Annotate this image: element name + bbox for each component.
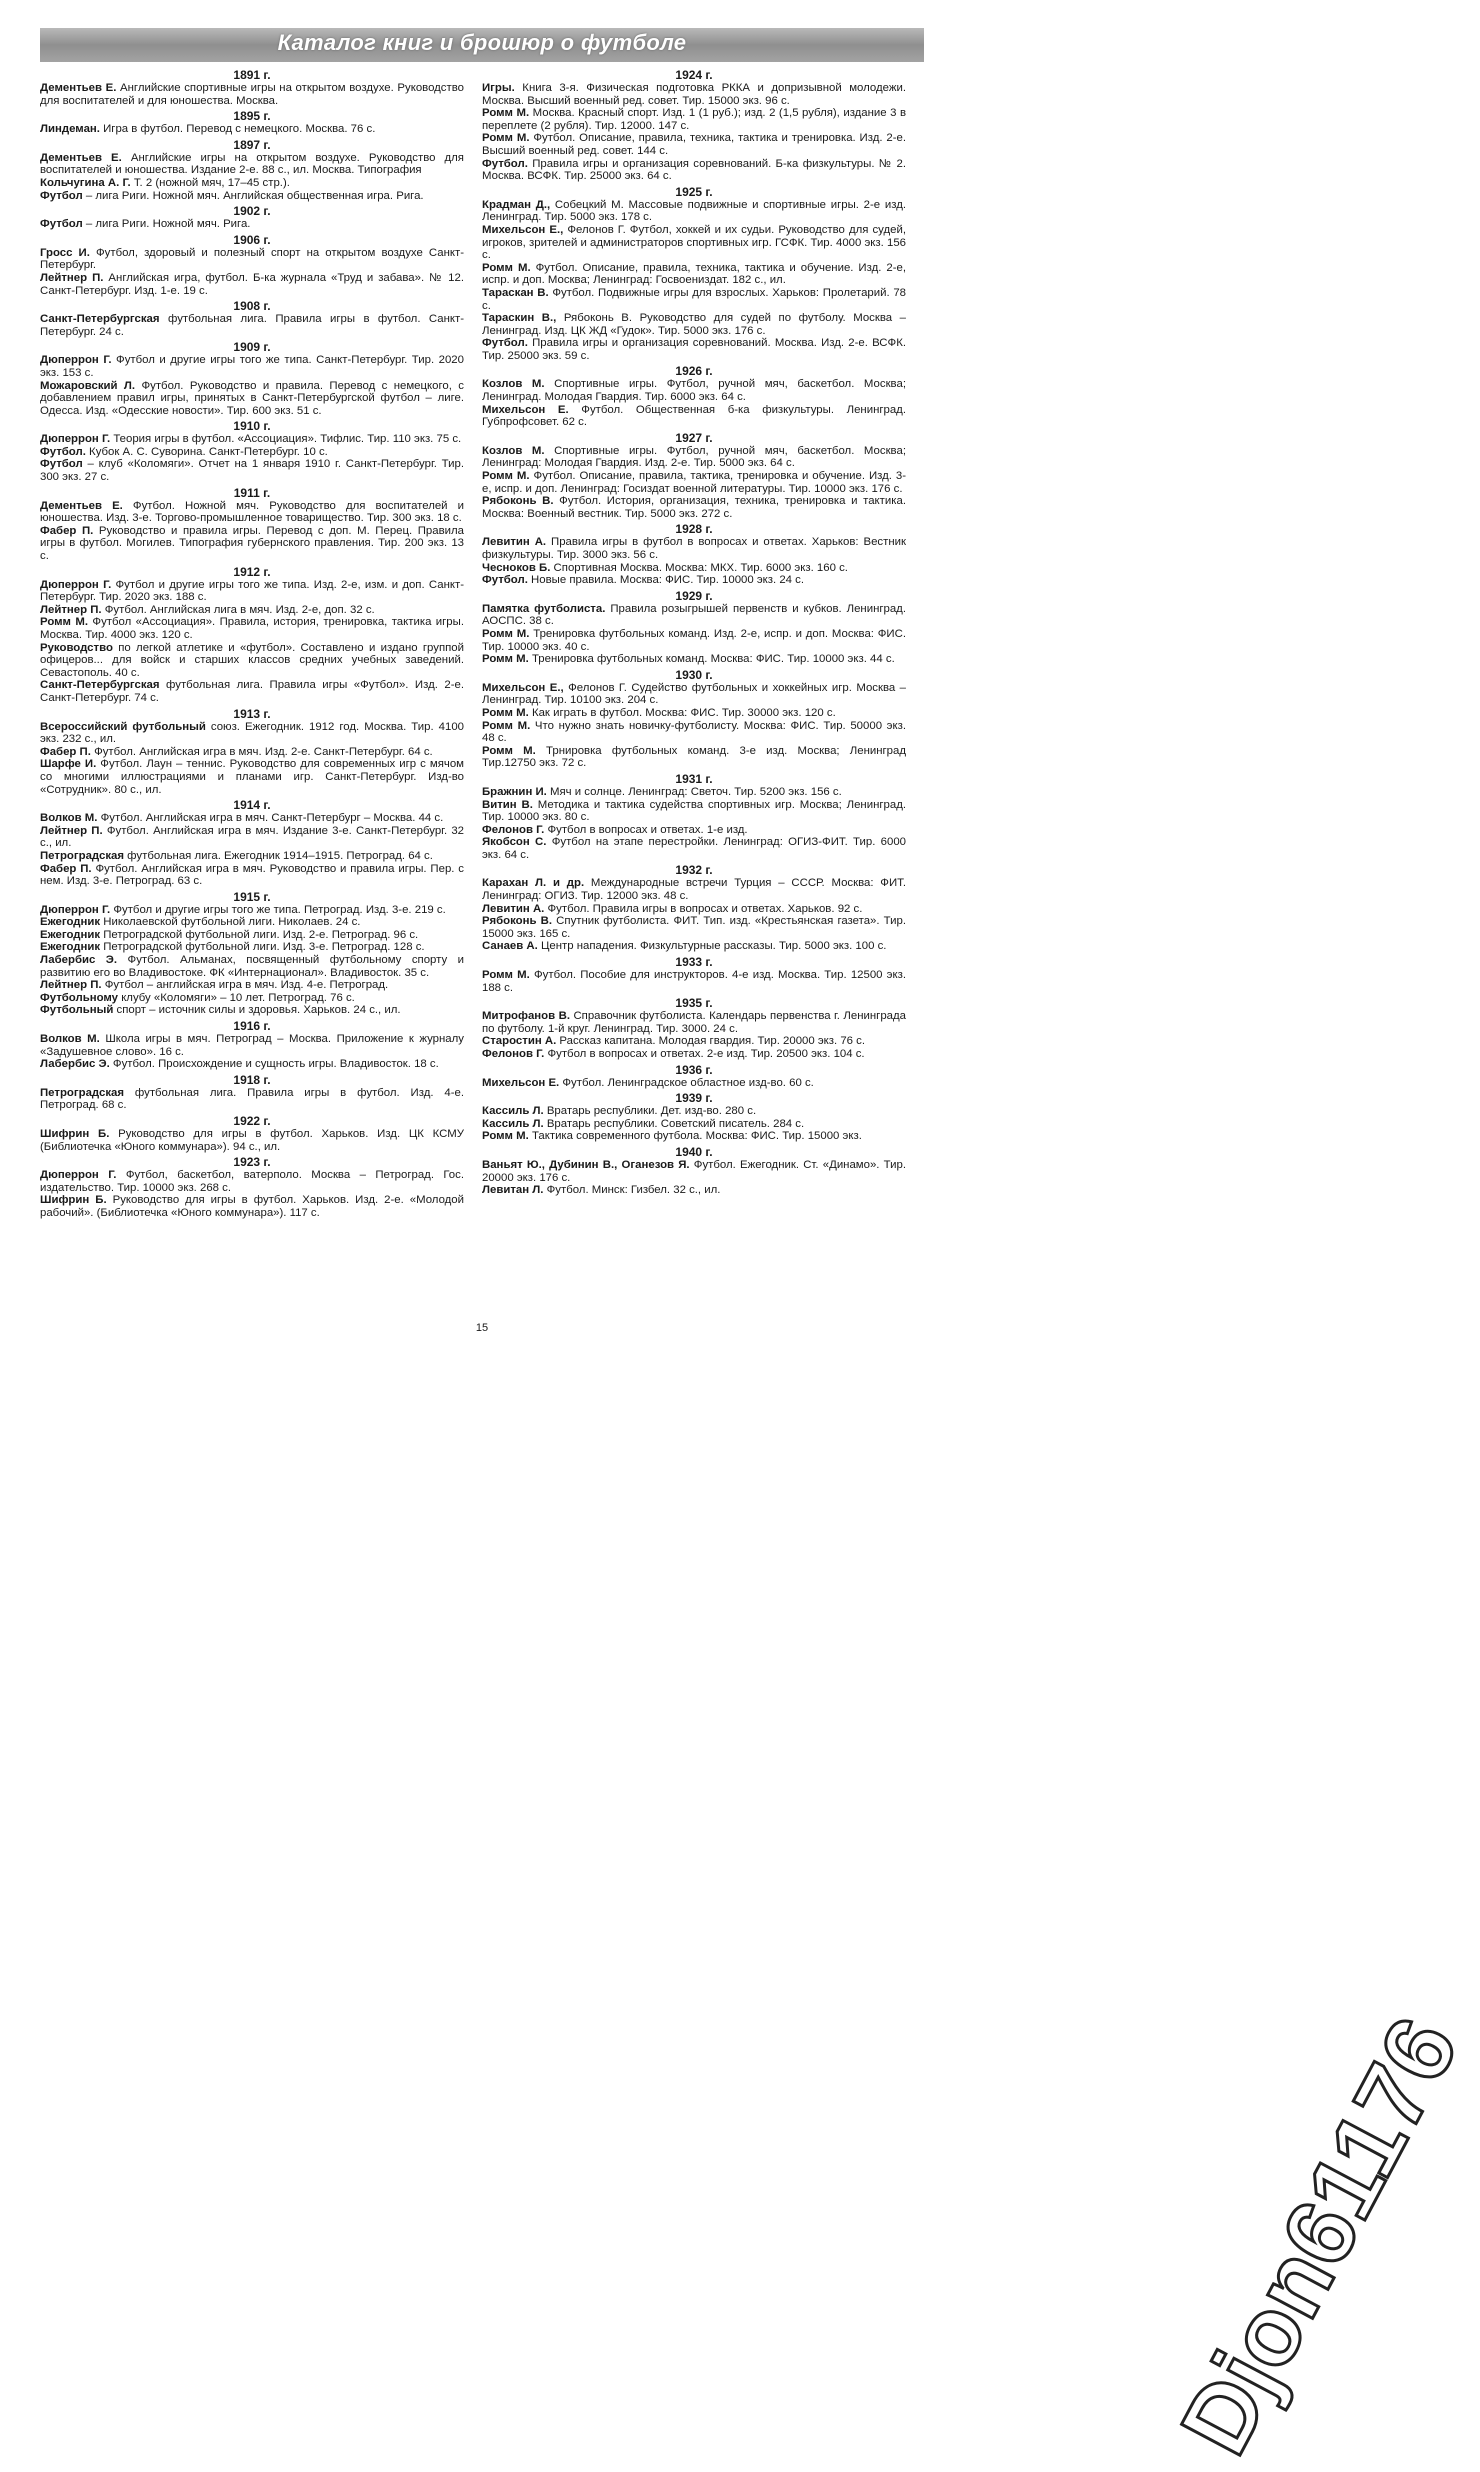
entry-text: Новые правила. Москва: ФИС. Тир. 10000 экз. 24 с. bbox=[527, 574, 805, 587]
catalog-entry bbox=[482, 495, 906, 520]
entry-text: Руководство для игры в футбол. Харьков. Изд. 2-е. «Молодой рабочий». (Библиотечка «Юного коммунара»). 117 с. bbox=[40, 1194, 464, 1219]
catalog-entry bbox=[482, 1077, 906, 1090]
catalog-entry bbox=[40, 863, 464, 888]
catalog-entry bbox=[482, 1048, 906, 1061]
entry-text: Руководство и правила игры. Перевод с доп. М. Перец. Правила игры в футбол. Могилев. Типография губернского правления. Тир. 200 экз. 13 с. bbox=[40, 524, 464, 563]
entry-text: Вратарь республики. Советский писатель. 284 с. bbox=[543, 1117, 805, 1130]
year-heading: 1940 г. bbox=[675, 1144, 713, 1159]
entry-author: Фабер П. bbox=[40, 745, 91, 758]
catalog-entry bbox=[482, 915, 906, 940]
catalog-entry bbox=[40, 721, 464, 746]
catalog-entry bbox=[482, 337, 906, 362]
year-heading: 1923 г. bbox=[233, 1155, 271, 1170]
entry-text: Правила игры и организация соревнований. Москва. Изд. 2-е. ВСФК. Тир. 25000 экз. 59 с. bbox=[482, 337, 906, 362]
year-heading: 1913 г. bbox=[233, 706, 271, 721]
catalog-entry bbox=[40, 1058, 464, 1071]
entry-author: Ромм М. bbox=[482, 1130, 529, 1143]
entry-author: Ромм М. bbox=[40, 616, 89, 629]
entry-author: Фабер П. bbox=[40, 524, 94, 537]
entry-text: Петроградской футбольной лиги. Изд. 2-е. Петроград. 96 с. bbox=[100, 928, 419, 941]
entry-author: Санаев А. bbox=[482, 940, 538, 953]
entry-text: Рассказ капитана. Молодая гвардия. Тир. 20000 экз. 76 с. bbox=[556, 1035, 866, 1048]
entry-text: Футбол. Минск: Гизбел. 32 с., ил. bbox=[543, 1184, 721, 1197]
entry-author: Ваньят Ю., Дубинин В., Оганезов Я. bbox=[482, 1158, 690, 1171]
catalog-entry bbox=[482, 287, 906, 312]
entry-author: Кассиль Л. bbox=[482, 1117, 544, 1130]
entry-text: Футбол. Английская игра в мяч. Руководство и правила игры. Пер. с нем. Изд. 3-е. Петроград. 63 с. bbox=[40, 862, 464, 888]
entry-author: Футбольный bbox=[40, 1004, 114, 1017]
entry-text: Книга 3-я. Физическая подготовка РККА и допризывной молодежи. Москва. Высший военный ред. совет. Тир. 15000 экз. 96 с. bbox=[482, 82, 906, 107]
catalog-entry bbox=[40, 313, 464, 338]
entry-text: Футбол. Описание, правила, тактика, тренировка и обучение. Изд. 3-е, испр. и доп. Ленинград: Госиздат военной литературы. Тир. 10000 экз. 176 с. bbox=[482, 470, 907, 495]
catalog-entry bbox=[482, 378, 906, 403]
catalog-entry bbox=[482, 824, 906, 837]
year-heading: 1931 г. bbox=[675, 771, 713, 786]
entry-text: Футбол. Английская игра в мяч. Издание 3-е. Санкт-Петербург. 32 с., ил. bbox=[40, 824, 464, 850]
catalog-entry bbox=[40, 1169, 464, 1194]
catalog-entry bbox=[40, 746, 464, 759]
catalog-entry bbox=[40, 1087, 464, 1112]
catalog-entry bbox=[40, 446, 464, 459]
entry-author: Ромм М. bbox=[482, 627, 530, 640]
catalog-entry bbox=[482, 562, 906, 575]
entry-text: Футбол. Пособие для инструкторов. 4-е изд. Москва. Тир. 12500 экз. 188 с. bbox=[482, 969, 906, 994]
catalog-entry bbox=[40, 992, 464, 1005]
entry-text: Руководство для игры в футбол. Харьков. Изд. ЦК КСМУ (Библиотечка «Юного коммунара»). 94 с., ил. bbox=[40, 1128, 464, 1153]
entry-text: Теория игры в футбол. «Ассоциация». Тифлис. Тир. 110 экз. 75 с. bbox=[110, 433, 462, 446]
year-heading: 1930 г. bbox=[675, 667, 713, 682]
catalog-entry bbox=[482, 969, 906, 994]
catalog-entry bbox=[40, 1033, 464, 1058]
entry-author: Волков М. bbox=[40, 812, 98, 825]
year-heading: 1916 г. bbox=[233, 1019, 271, 1034]
catalog-entry bbox=[40, 758, 464, 796]
entry-text: Школа игры в мяч. Петроград – Москва. Приложение к журналу «Задушевное слово». 16 с. bbox=[40, 1033, 464, 1058]
entry-text: Футбол и другие игры того же типа. Изд. 2-е, изм. и доп. Санкт-Петербург. Тир. 2020 экз. 188 с. bbox=[40, 578, 464, 604]
entry-author: Всероссийский футбольный bbox=[40, 720, 206, 733]
entry-author: Дюперрон Г. bbox=[40, 433, 111, 446]
entry-author: Якобсон С. bbox=[482, 836, 547, 849]
catalog-entry bbox=[40, 941, 464, 954]
entry-author: Гросс И. bbox=[40, 246, 90, 259]
entry-text: Методика и тактика судейства спортивных игр. Москва; Ленинград. Тир. 10000 экз. 80 с. bbox=[482, 798, 907, 824]
entry-text: Футбол. Общественная б-ка физкультуры. Ленинград. Губпрофсовет. 62 с. bbox=[482, 403, 906, 429]
entry-text: Футбол – английская игра в мяч. Изд. 4-е. Петроград. bbox=[101, 979, 389, 992]
year-heading: 1925 г. bbox=[675, 184, 713, 199]
year-heading: 1939 г. bbox=[675, 1091, 713, 1106]
entry-author: Футбольному bbox=[40, 991, 119, 1004]
entry-text: Правила игры и организация соревнований. Б-ка физкультуры. № 2. Москва. ВСФК. Тир. 25000 экз. 64 с. bbox=[482, 157, 906, 183]
entry-author: Шарфе И. bbox=[40, 758, 97, 771]
entry-author: Тараскан В. bbox=[482, 286, 549, 299]
entry-text: Тренировка футбольных команд. Москва: ФИС. Тир. 10000 экз. 44 с. bbox=[528, 653, 895, 666]
entry-author: Игры. bbox=[482, 82, 515, 94]
entry-text: Центр нападения. Физкультурные рассказы. Тир. 5000 экз. 100 с. bbox=[537, 940, 887, 953]
entry-author: Волков М. bbox=[40, 1033, 100, 1046]
entry-text: Футбол. Происхождение и сущность игры. Владивосток. 18 с. bbox=[109, 1058, 439, 1071]
entry-author: Ромм М. bbox=[482, 653, 529, 666]
catalog-entry bbox=[482, 903, 906, 916]
entry-author: Крадман Д., bbox=[482, 198, 551, 211]
catalog-entry bbox=[482, 107, 906, 132]
catalog-entry bbox=[482, 158, 906, 183]
entry-author: Руководство bbox=[40, 641, 113, 654]
year-heading: 1908 г. bbox=[233, 299, 271, 314]
entry-author: Петроградская bbox=[40, 1086, 125, 1099]
entry-author: Санкт-Петербургская bbox=[40, 679, 160, 692]
entry-author: Ромм М. bbox=[482, 719, 531, 732]
catalog-entry bbox=[482, 262, 906, 287]
catalog-entry bbox=[40, 177, 464, 190]
entry-author: Лейтнер П. bbox=[40, 979, 102, 992]
catalog-entry bbox=[40, 825, 464, 850]
entry-author: Кольчугина А. Г. bbox=[40, 176, 131, 189]
entry-author: Лейтнер П. bbox=[40, 824, 103, 837]
entry-author: Левитан Л. bbox=[482, 1184, 544, 1197]
entry-text: футбольная лига. Правила игры в футбол. Санкт-Петербург. 24 с. bbox=[40, 313, 464, 338]
entry-text: футбольная лига. Ежегодник 1914–1915. Петроград. 64 с. bbox=[124, 849, 433, 862]
catalog-entry bbox=[482, 82, 906, 107]
year-heading: 1912 г. bbox=[233, 564, 271, 579]
year-heading: 1910 г. bbox=[233, 419, 271, 434]
entry-text: Мяч и солнце. Ленинград: Светоч. Тир. 5200 экз. 156 с. bbox=[546, 785, 842, 798]
catalog-entry bbox=[40, 850, 464, 863]
entry-text: Футбол. Правила игры в вопросах и ответах. Харьков. 92 с. bbox=[544, 902, 863, 915]
year-heading: 1911 г. bbox=[233, 485, 271, 500]
year-heading: 1936 г. bbox=[675, 1062, 713, 1077]
entry-author: Дюперрон Г. bbox=[40, 354, 112, 367]
catalog-entry bbox=[40, 1004, 464, 1017]
year-heading: 1897 г. bbox=[233, 137, 271, 152]
entry-text: Спортивная Москва. Москва: МКХ. Тир. 6000 экз. 160 с. bbox=[550, 561, 848, 574]
entry-author: Футбол bbox=[40, 189, 83, 202]
catalog-entry bbox=[482, 574, 906, 587]
catalog-entry bbox=[40, 190, 464, 203]
catalog-entry bbox=[40, 916, 464, 929]
entry-text: Международные встречи Турция – СССР. Москва: ФИТ. Ленинград: ОГИЗ. Тир. 12000 экз. 48 с. bbox=[482, 877, 906, 903]
entry-text: Футбол в вопросах и ответах. 2-е изд. Тир. 20500 экз. 104 с. bbox=[544, 1048, 865, 1060]
entry-author: Ежегодник bbox=[40, 928, 101, 941]
catalog-entry bbox=[482, 786, 906, 799]
year-heading: 1927 г. bbox=[675, 430, 713, 445]
year-heading: 1902 г. bbox=[233, 204, 271, 219]
catalog-entry bbox=[40, 904, 464, 917]
entry-text: Футбол. Подвижные игры для взрослых. Харьков: Пролетарий. 78 с. bbox=[482, 286, 907, 312]
catalog-entry bbox=[40, 1194, 464, 1219]
entry-text: Москва. Красный спорт. Изд. 1 (1 руб.); изд. 2 (1,5 рубля), издание 3 в переплете (2 рубля). Тир. 12000. 147 с. bbox=[482, 107, 906, 132]
catalog-entry bbox=[40, 458, 464, 483]
entry-author: Фабер П. bbox=[40, 862, 92, 875]
catalog-entry bbox=[40, 433, 464, 446]
entry-text: Футбол. Описание, правила, техника, тактика и тренировка. Изд. 2-е. Высший военный ред. совет. 144 с. bbox=[482, 132, 906, 157]
catalog-entry bbox=[482, 682, 906, 707]
entry-author: Дюперрон Г. bbox=[40, 903, 111, 916]
entry-author: Шифрин Б. bbox=[40, 1194, 107, 1207]
catalog-entry bbox=[40, 82, 464, 107]
year-heading: 1932 г. bbox=[675, 863, 713, 878]
page-number: 15 bbox=[475, 1322, 489, 1334]
entry-author: Козлов М. bbox=[482, 378, 545, 391]
header-band bbox=[40, 28, 924, 62]
entry-author: Ромм М. bbox=[482, 706, 529, 719]
entry-author: Дементьев Е. bbox=[40, 151, 122, 164]
entry-author: Можаровский Л. bbox=[40, 379, 136, 392]
entry-author: Дюперрон Г. bbox=[40, 1169, 117, 1182]
entry-text: по легкой атлетике и «футбол». Составлено и издано группой офицеров... для войск и старших классов средних учебных заведений. Севастополь. 40 с. bbox=[40, 641, 464, 679]
catalog-entry bbox=[40, 604, 464, 617]
entry-text: Футбол и другие игры того же типа. Санкт-Петербург. Тир. 2020 экз. 153 с. bbox=[40, 354, 464, 379]
entry-author: Фелонов Г. bbox=[482, 1048, 545, 1060]
catalog-entry bbox=[482, 1118, 906, 1131]
year-heading: 1929 г. bbox=[675, 588, 713, 603]
entry-text: Английские спортивные игры на открытом воздухе. Руководство для воспитателей и для юношества. Москва. bbox=[40, 82, 464, 107]
catalog-entry bbox=[482, 799, 906, 824]
year-heading: 1922 г. bbox=[233, 1114, 271, 1128]
entry-text: Петроградской футбольной лиги. Изд. 3-е. Петроград. 128 с. bbox=[100, 941, 425, 954]
entry-text: Футбол в вопросах и ответах. 1-е изд. bbox=[544, 823, 748, 836]
catalog-entry bbox=[40, 954, 464, 979]
catalog-entry bbox=[40, 152, 464, 177]
entry-author: Футбол bbox=[40, 458, 83, 471]
year-heading: 1935 г. bbox=[675, 996, 713, 1011]
catalog-entry bbox=[482, 445, 906, 470]
catalog-entry bbox=[482, 836, 906, 861]
entry-text: Что нужно знать новичку-футболисту. Москва: ФИС. Тир. 50000 экз. 48 с. bbox=[482, 719, 906, 745]
year-heading: 1906 г. bbox=[233, 232, 271, 247]
entry-text: Игра в футбол. Перевод с немецкого. Москва. 76 с. bbox=[99, 123, 376, 136]
entry-text: Кубок А. С. Суворина. Санкт-Петербург. 10 с. bbox=[85, 445, 328, 458]
catalog-entry bbox=[40, 812, 464, 825]
entry-author: Чесноков Б. bbox=[482, 561, 551, 574]
entry-author: Шифрин Б. bbox=[40, 1128, 110, 1140]
entry-author: Митрофанов В. bbox=[482, 1010, 570, 1023]
entry-author: Левитин А. bbox=[482, 902, 545, 915]
catalog-entry bbox=[482, 536, 906, 561]
catalog-entry bbox=[482, 603, 906, 628]
catalog-entry bbox=[40, 500, 464, 525]
entry-author: Футбол. bbox=[482, 157, 528, 170]
watermark: Djon61176 bbox=[1160, 2001, 1479, 2471]
entry-text: Рябоконь В. Руководство для судей по футболу. Москва – Ленинград. Изд. ЦК ЖД «Гудок». Тир. 5000 экз. 176 с. bbox=[482, 312, 906, 337]
entry-author: Тараскин В., bbox=[482, 312, 557, 325]
entry-author: Ромм М. bbox=[482, 744, 536, 757]
year-heading: 1933 г. bbox=[675, 955, 713, 970]
catalog-entry bbox=[40, 979, 464, 992]
entry-author: Футбол bbox=[40, 218, 83, 231]
year-heading: 1909 г. bbox=[233, 340, 271, 355]
page-title: Каталог книг и брошюр о футболе bbox=[277, 30, 687, 55]
catalog-entry bbox=[482, 404, 906, 429]
entry-text: Футбол. Руководство и правила. Перевод с немецкого, с добавлением правил игры, принятых в Санкт-Петербургской футбол – лиге. Одесса. Изд. «Одесские новости». Тир. 600 экз. 51 с. bbox=[40, 379, 464, 417]
entry-text: Футбол. Описание, правила, техника, тактика и обучение. Изд. 2-е, испр. и доп. Москва; Ленинград: Госвоениздат. 182 с., ил. bbox=[482, 261, 906, 287]
entry-author: Дюперрон Г. bbox=[40, 578, 112, 591]
year-heading: 1891 г. bbox=[233, 68, 271, 82]
entry-text: Футбол «Ассоциация». Правила, история, тренировка, тактика игры. Москва. Тир. 4000 экз. 120 с. bbox=[40, 616, 464, 641]
entry-author: Ромм М. bbox=[482, 470, 530, 483]
entry-text: Тренировка футбольных команд. Изд. 2-е, испр. и доп. Москва: ФИС. Тир. 10000 экз. 40 с. bbox=[482, 627, 906, 653]
entry-text: Спортивные игры. Футбол, ручной мяч, баскетбол. Москва; Ленинград. Молодая Гвардия. Тир. 6000 экз. 64 с. bbox=[482, 378, 906, 404]
entry-author: Ромм М. bbox=[482, 132, 530, 145]
entry-text: спорт – источник силы и здоровья. Харьков. 24 с., ил. bbox=[113, 1004, 401, 1017]
entry-author: Ежегодник bbox=[40, 916, 101, 929]
year-heading: 1914 г. bbox=[233, 798, 271, 813]
entry-author: Рябоконь В. bbox=[482, 495, 554, 508]
catalog-entry bbox=[482, 653, 906, 666]
entry-text: союз. Ежегодник. 1912 год. Москва. Тир. 4100 экз. 232 с., ил. bbox=[40, 720, 464, 746]
entry-author: Лабербис Э. bbox=[40, 1058, 110, 1071]
entry-author: Памятка футболиста. bbox=[482, 602, 606, 615]
entry-text: Тактика современного футбола. Москва: ФИС. Тир. 15000 экз. bbox=[528, 1130, 862, 1143]
catalog-entry bbox=[40, 679, 464, 704]
entry-text: Спутник футболиста. ФИТ. Тип. изд. «Крестьянская газета». Тир. 15000 экз. 165 с. bbox=[482, 915, 906, 940]
left-column bbox=[40, 66, 464, 1220]
entry-author: Лейтнер П. bbox=[40, 271, 104, 284]
entry-author: Лейтнер П. bbox=[40, 603, 102, 616]
catalog-entry bbox=[482, 470, 906, 495]
entry-text: Футбол. Английская игра в мяч. Санкт-Петербург – Москва. 44 с. bbox=[97, 812, 444, 825]
entry-author: Ромм М. bbox=[482, 261, 531, 274]
entry-text: Правила игры в футбол в вопросах и ответах. Харьков: Вестник физкультуры. Тир. 3000 экз. 56 с. bbox=[482, 536, 906, 561]
entry-text: Футбол. Английская игра в мяч. Изд. 2-е. Санкт-Петербург. 64 с. bbox=[90, 745, 433, 758]
entry-text: футбольная лига. Правила игры в футбол. Изд. 4-е. Петроград. 68 с. bbox=[40, 1086, 464, 1112]
entry-author: Михельсон Е. bbox=[482, 1076, 560, 1089]
entry-text: Спортивные игры. Футбол, ручной мяч, баскетбол. Москва; Ленинград: Молодая Гвардия. Изд. 2-е. Тир. 5000 экз. 64 с. bbox=[482, 444, 906, 470]
catalog-entry bbox=[40, 929, 464, 942]
entry-author: Ромм М. bbox=[482, 969, 530, 982]
entry-text: Футбол. Лаун – теннис. Руководство для современных игр с мячом со многими иллюстрациями и планами игр. Санкт-Петербург. Изд-во «Сотрудник». 80 с., ил. bbox=[40, 758, 464, 796]
catalog-entry bbox=[482, 940, 906, 953]
year-heading: 1924 г. bbox=[675, 68, 713, 82]
entry-text: Футбол. Ножной мяч. Руководство для воспитателей и юношества. Изд. 3-е. Торгово-промышленное товарищество. Тир. 300 экз. 18 с. bbox=[40, 499, 464, 525]
entry-text: Собецкий М. Массовые подвижные и спортивные игры. 2-е изд. Ленинград. Тир. 5000 экз. 178 с. bbox=[482, 198, 907, 224]
catalog-entry bbox=[482, 877, 906, 902]
entry-author: Футбол. bbox=[482, 574, 528, 587]
entry-author: Михельсон Е., bbox=[482, 223, 564, 236]
entry-author: Лабербис Э. bbox=[40, 954, 118, 967]
catalog-entry bbox=[40, 642, 464, 680]
entry-text: Трнировка футбольных команд. 3-е изд. Москва; Ленинград Тир.12750 экз. 72 с. bbox=[482, 744, 906, 770]
right-column bbox=[482, 66, 906, 1197]
entry-text: Футбол, баскетбол, ватерполо. Москва – Петроград. Гос. издательство. Тир. 10000 экз. 268 с. bbox=[40, 1169, 464, 1194]
entry-author: Старостин А. bbox=[482, 1035, 557, 1048]
entry-text: – клуб «Коломяги». Отчет на 1 января 1910 г. Санкт-Петербург. Тир. 300 экз. 27 с. bbox=[40, 458, 464, 484]
entry-text: Вратарь республики. Дет. изд-во. 280 с. bbox=[543, 1105, 757, 1118]
catalog-entry bbox=[482, 720, 906, 745]
catalog-entry bbox=[482, 1010, 906, 1035]
entry-text: Фелонов Г. Футбол, хоккей и их судьи. Руководство для судей, игроков, зрителей и администраторов спортивных игр. ГСФК. Тир. 4000 экз. 156 с. bbox=[482, 223, 906, 262]
entry-text: Футбол и другие игры того же типа. Петроград. Изд. 3-е. 219 с. bbox=[110, 903, 446, 916]
entry-author: Карахан Л. и др. bbox=[482, 877, 585, 890]
catalog-entry bbox=[482, 1184, 906, 1197]
entry-author: Козлов М. bbox=[482, 444, 545, 457]
entry-text: Фелонов Г. Судейство футбольных и хоккейных игр. Москва – Ленинград. Тир. 10100 экз. 204 с. bbox=[482, 681, 906, 707]
catalog-entry bbox=[482, 224, 906, 262]
entry-author: Футбол. bbox=[482, 337, 528, 350]
entry-author: Михельсон Е. bbox=[482, 403, 569, 416]
entry-text: футбольная лига. Правила игры «Футбол». Изд. 2-е. Санкт-Петербург. 74 с. bbox=[40, 679, 464, 704]
entry-author: Михельсон Е., bbox=[482, 681, 564, 694]
catalog-entry bbox=[40, 272, 464, 297]
catalog-entry bbox=[482, 745, 906, 770]
entry-author: Левитин А. bbox=[482, 536, 547, 549]
catalog-entry bbox=[482, 1130, 906, 1143]
year-heading: 1928 г. bbox=[675, 522, 713, 537]
entry-author: Дементьев Е. bbox=[40, 499, 123, 512]
catalog-entry bbox=[482, 628, 906, 653]
entry-author: Санкт-Петербургская bbox=[40, 313, 160, 326]
entry-author: Петроградская bbox=[40, 849, 125, 862]
year-heading: 1918 г. bbox=[233, 1072, 271, 1087]
entry-text: – лига Риги. Ножной мяч. Рига. bbox=[82, 218, 251, 231]
entry-text: Английские игры на открытом воздухе. Руководство для воспитателей и юношества. Издание 2-е. 88 с., ил. Москва. Типография bbox=[40, 151, 464, 177]
entry-text: Справочник футболиста. Календарь первенства г. Ленинграда по футболу. 1-й круг. Ленинград. Тир. 3000. 24 с. bbox=[482, 1010, 906, 1035]
entry-author: Бражнин И. bbox=[482, 785, 547, 798]
year-heading: 1895 г. bbox=[233, 109, 271, 124]
entry-author: Рябоконь В. bbox=[482, 915, 553, 928]
entry-text: Футбол, здоровый и полезный спорт на открытом воздухе Санкт-Петербург. bbox=[40, 246, 464, 272]
entry-author: Фелонов Г. bbox=[482, 823, 545, 836]
catalog-entry bbox=[40, 218, 464, 231]
catalog-entry bbox=[482, 1159, 906, 1184]
catalog-entry bbox=[40, 525, 464, 563]
year-heading: 1915 г. bbox=[233, 889, 271, 904]
entry-author: Витин В. bbox=[482, 798, 533, 811]
catalog-entry bbox=[482, 132, 906, 157]
entry-author: Кассиль Л. bbox=[482, 1105, 544, 1118]
year-heading: 1926 г. bbox=[675, 364, 713, 379]
entry-text: Футбол. Ежегодник. Ст. «Динамо». Тир. 20000 экз. 176 с. bbox=[482, 1158, 906, 1184]
entry-author: Линдеман. bbox=[40, 123, 100, 136]
entry-text: Как играть в футбол. Москва: ФИС. Тир. 30000 экз. 120 с. bbox=[528, 706, 836, 719]
catalog-entry bbox=[482, 1105, 906, 1118]
entry-text: Футбол. История, организация, техника, тренировка и тактика. Москва: Военный вестник. Тир. 5000 экз. 272 с. bbox=[482, 495, 906, 520]
catalog-entry bbox=[40, 380, 464, 418]
entry-text: Николаевской футбольной лиги. Николаев. 24 с. bbox=[100, 916, 361, 929]
catalog-entry bbox=[40, 354, 464, 379]
entry-text: – лига Риги. Ножной мяч. Английская общественная игра. Рига. bbox=[82, 189, 424, 202]
entry-author: Ромм М. bbox=[482, 107, 530, 120]
catalog-entry bbox=[482, 199, 906, 224]
entry-text: Футбол на этапе перестройки. Ленинград: ОГИЗ-ФИТ. Тир. 6000 экз. 64 с. bbox=[482, 836, 906, 861]
catalog-entry bbox=[482, 707, 906, 720]
catalog-entry bbox=[482, 312, 906, 337]
catalog-entry bbox=[40, 616, 464, 641]
entry-text: Футбол. Альманах, посвященный футбольному спорту и развитию его во Владивостоке. ФК «Интернационал». Владивосток. 35 с. bbox=[40, 954, 465, 979]
entry-text: Правила розыгрышей первенств и кубков. Ленинград. АОСПС. 38 с. bbox=[482, 602, 906, 628]
entry-text: клубу «Коломяги» – 10 лет. Петроград. 76 с. bbox=[118, 991, 355, 1004]
entry-author: Дементьев Е. bbox=[40, 82, 117, 94]
entry-text: Т. 2 (ножной мяч, 17–45 стр.). bbox=[130, 176, 290, 189]
entry-text: Футбол. Английская лига в мяч. Изд. 2-е, доп. 32 с. bbox=[101, 603, 375, 616]
catalog-entry bbox=[482, 1035, 906, 1048]
entry-author: Футбол. bbox=[40, 445, 86, 458]
entry-author: Ежегодник bbox=[40, 941, 101, 954]
catalog-entry bbox=[40, 247, 464, 272]
entry-text: Футбол. Ленинградское областное изд-во. 60 с. bbox=[559, 1076, 814, 1089]
catalog-entry bbox=[40, 579, 464, 604]
catalog-entry bbox=[40, 123, 464, 136]
catalog-entry bbox=[40, 1128, 464, 1153]
entry-text: Английская игра, футбол. Б-ка журнала «Труд и забава». № 12. Санкт-Петербург. Изд. 1-е. 19 с. bbox=[40, 271, 464, 297]
